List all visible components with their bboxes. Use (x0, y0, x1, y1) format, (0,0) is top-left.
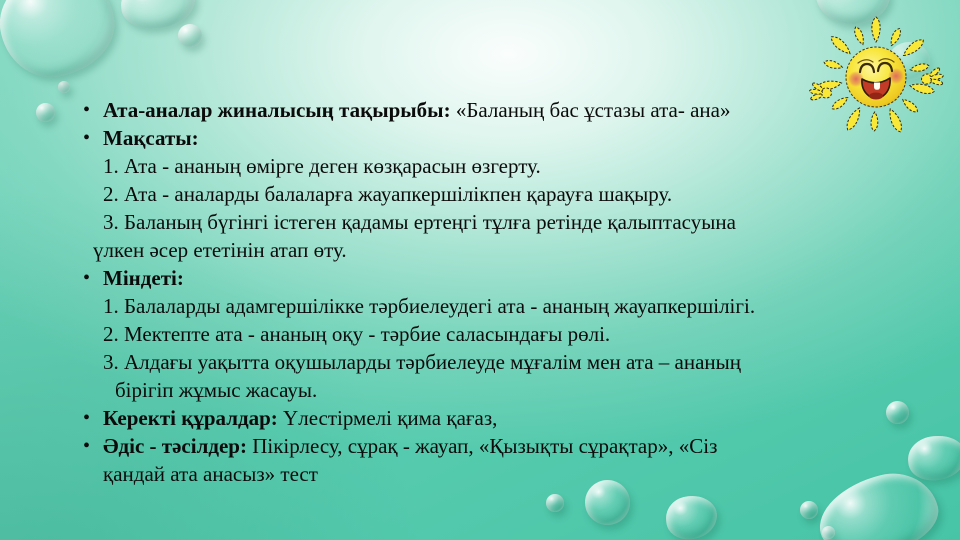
text-line (83, 320, 957, 348)
water-drop-bubble (58, 81, 70, 93)
text-line (83, 292, 957, 320)
water-drop-bubble (664, 494, 719, 540)
line-label: Міндеті: (103, 266, 184, 290)
line-text: 3. Баланың бүгінгі істеген қадамы ертеңгі тұлға ретінде қалыптасуына (103, 210, 736, 234)
slide-text-block (83, 96, 957, 488)
line-text: Үлестірмелі қима қағаз, (277, 406, 498, 430)
line-label: Әдіс - тәсілдер: (103, 434, 247, 458)
line-label: Керекті құралдар: (103, 406, 278, 430)
line-text: бірігіп жұмыс жасауы. (115, 378, 318, 402)
line-text: 1. Ата - ананың өмірге деген көзқарасын өзгерту. (103, 154, 541, 178)
bullet-marker: • (83, 407, 91, 429)
bullet-marker: • (83, 99, 91, 121)
text-line (83, 96, 957, 124)
line-text: 3. Алдағы уақытта оқушыларды тәрбиелеуде мұғалім мен ата – ананың (103, 350, 742, 374)
line-text: 2. Мектепте ата - ананың оқу - тәрбие саласындағы рөлі. (103, 322, 611, 346)
line-text: үлкен әсер ететінін атап өту. (93, 238, 347, 262)
text-line (83, 208, 957, 236)
text-line (83, 432, 957, 460)
water-drop-bubble (178, 24, 202, 47)
text-line (83, 348, 957, 376)
line-text: қандай ата анасыз» тест (103, 462, 318, 486)
text-line (83, 180, 957, 208)
text-line (83, 152, 957, 180)
water-drop-bubble (800, 501, 818, 519)
text-line (83, 460, 957, 488)
line-text: 2. Ата - аналарды балаларға жауапкершілікпен қарауға шақыру. (103, 182, 673, 206)
bullet-marker: • (83, 435, 91, 457)
water-drop-bubble (0, 0, 122, 84)
line-text: Пікірлесу, сұрақ - жауап, «Қызықты сұрақтар», «Сіз (246, 434, 718, 458)
line-label: Мақсаты: (103, 126, 199, 150)
line-text: «Баланың бас ұстазы ата- ана» (450, 98, 731, 122)
water-drop-bubble (36, 103, 55, 122)
bullet-marker: • (83, 127, 91, 149)
water-drop-bubble (546, 494, 564, 512)
text-line (83, 264, 957, 292)
bullet-marker: • (83, 267, 91, 289)
text-line (83, 404, 957, 432)
text-line (83, 376, 957, 404)
line-label: Ата-аналар жиналысың тақырыбы: (103, 98, 451, 122)
text-line (83, 124, 957, 152)
line-text: 1. Балаларды адамгершілікке тәрбиелеудегі ата - ананың жауапкершілігі. (103, 294, 756, 318)
text-line (83, 236, 957, 264)
